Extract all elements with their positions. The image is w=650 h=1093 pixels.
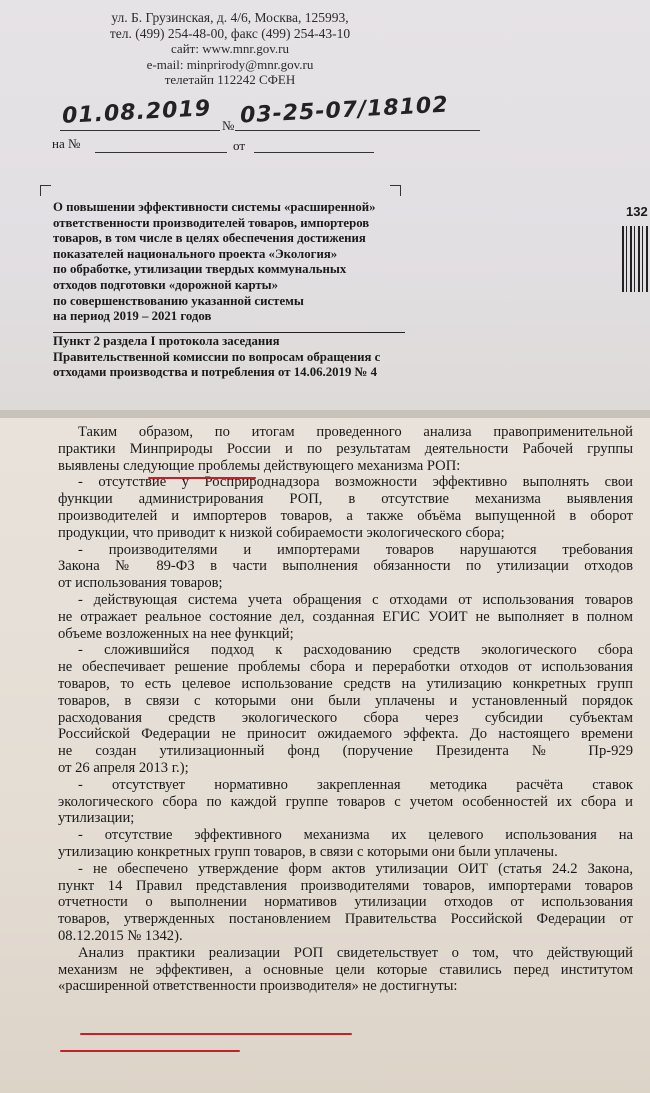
from-label: от — [233, 138, 246, 153]
body-line: утилизации; — [58, 810, 135, 827]
protocol-reference — [53, 334, 423, 381]
red-underline — [148, 477, 256, 479]
letterhead-header — [70, 10, 390, 88]
body-line: - сложившийся подход к расходованию средств экологического сбора — [78, 642, 633, 659]
body-line: не обеспечивает решение проблемы сбора и переработки отходов от использования — [58, 659, 633, 676]
body-line: - производителями и импортерами товаров нарушаются требования — [78, 541, 633, 558]
body-line: практики Минприроды России и по результатам деятельности Рабочей группы — [58, 440, 633, 457]
letter-body — [58, 424, 633, 995]
date-line — [60, 130, 220, 131]
reference-line — [95, 152, 227, 153]
subject-line: по совершенствованию указанной системы — [53, 293, 304, 308]
side-number: 132 — [626, 204, 648, 219]
from-line — [254, 152, 374, 153]
handwritten-date: 01.08.2019 — [61, 96, 212, 129]
subject-divider — [53, 332, 405, 333]
number-line — [235, 130, 480, 131]
body-line: расходования средств экологического сбора через субсидии субъектам — [58, 709, 633, 726]
body-line: утилизацию конкретных групп товаров, в связи с которыми они были уплачены. — [58, 843, 558, 860]
body-line: Закона № 89-ФЗ в части выполнения обязанности по утилизации отходов — [58, 558, 633, 575]
body-line: Российской Федерации не приносит ожидаемого эффекта. До настоящего времени — [58, 726, 633, 743]
body-line: продукции, что приводит к низкой собираемости экологического сбора; — [58, 524, 505, 541]
subject-line: товаров, в том числе в целях обеспечения достижения — [53, 231, 366, 246]
number-sign: № — [222, 118, 235, 133]
header-teletype: телетайп 112242 СФЕН — [164, 72, 296, 87]
body-line: «расширенной ответственности производителя» не достигнуты: — [58, 978, 458, 995]
body-line: товаров, в связи с которыми они были уплачены и установленный порядок — [58, 692, 633, 709]
header-phone: тел. (499) 254-48-00, факс (499) 254-43-10 — [109, 25, 351, 41]
subject-bracket-left — [40, 185, 51, 196]
protocol-line: отходами производства и потребления от 14.06.2019 № 4 — [53, 365, 378, 380]
subject-line: отходов подготовки «дорожной карты» — [53, 277, 279, 292]
header-site: сайт: www.mnr.gov.ru — [171, 41, 289, 56]
body-line: 08.12.2015 № 1342). — [58, 927, 183, 944]
body-line: не создан утилизационный фонд (поручение Президента № Пр-929 — [58, 743, 633, 760]
body-line: - действующая система учета обращения с отходами от использования товаров — [78, 591, 633, 608]
subject-line: О повышении эффективности системы «расширенной» — [53, 200, 376, 214]
body-line: не отражает реальное состояние дел, созданная ЕГИС УОИТ не выполняет в полном — [58, 608, 633, 625]
body-line: производителей и импортеров товаров, а также объёма выпущенной в оборот — [58, 507, 633, 524]
reference-label: на № — [52, 136, 81, 151]
body-line: - отсутствие у Росприроднадзора возможности эффективно выполнять свои — [78, 474, 633, 491]
body-line: объеме возложенных на нее функций; — [58, 625, 294, 642]
subject-bracket-right — [390, 185, 401, 196]
header-address: ул. Б. Грузинская, д. 4/6, Москва, 125993, — [111, 10, 349, 25]
header-email: e-mail: minprirody@mnr.gov.ru — [146, 56, 314, 72]
body-line: экологического сбора по каждой группе товаров с учетом особенностей их сбора и — [58, 793, 633, 810]
red-underline — [60, 1050, 240, 1052]
body-line: механизм не эффективен, а основные цели которые ставились перед институтом — [58, 961, 633, 978]
body-line: функции администрирования РОП, в отсутствие механизма выявления — [58, 491, 633, 508]
body-line: Анализ практики реализации РОП свидетельствует о том, что действующий — [78, 944, 633, 961]
subject-line: ответственности производителей товаров, импортеров — [53, 215, 370, 230]
body-line: выявлены следующие проблемы действующего механизма РОП: — [58, 457, 461, 474]
subject-line: показателей национального проекта «Экология» — [53, 246, 338, 261]
body-line: отчетности о выполнении нормативов утилизации отходов от использования — [58, 894, 633, 911]
protocol-line: Правительственной комиссии по вопросам обращения с — [53, 349, 381, 364]
body-line: товаров, то есть целевое использование средств на утилизацию конкретных групп — [58, 675, 633, 692]
barcode-icon — [622, 226, 650, 292]
red-underline — [80, 1033, 352, 1035]
body-line: - не обеспечено утверждение форм актов утилизации ОИТ (статья 24.2 Закона, — [78, 860, 633, 877]
body-line: - отсутствует нормативно закрепленная методика расчёта ставок — [78, 776, 633, 793]
body-line: от использования товаров; — [58, 575, 223, 592]
subject-line: на период 2019 – 2021 годов — [53, 309, 212, 324]
handwritten-reg-number: 03-25-07/18102 — [239, 92, 450, 129]
body-line: пункт 14 Правил представления производителями товаров, импортерами товаров — [58, 877, 633, 894]
body-line: - отсутствие эффективного механизма их целевого использования на — [78, 827, 633, 844]
subject-block — [53, 200, 413, 325]
body-line: товаров, утвержденных постановлением Правительства Российской Федерации от — [58, 911, 633, 928]
body-line: от 26 апреля 2013 г.); — [58, 759, 189, 776]
protocol-line: Пункт 2 раздела I протокола заседания — [53, 334, 280, 348]
subject-line: по обработке, утилизации твердых коммунальных — [53, 262, 347, 277]
body-line: Таким образом, по итогам проведенного анализа правоприменительной — [78, 424, 633, 440]
